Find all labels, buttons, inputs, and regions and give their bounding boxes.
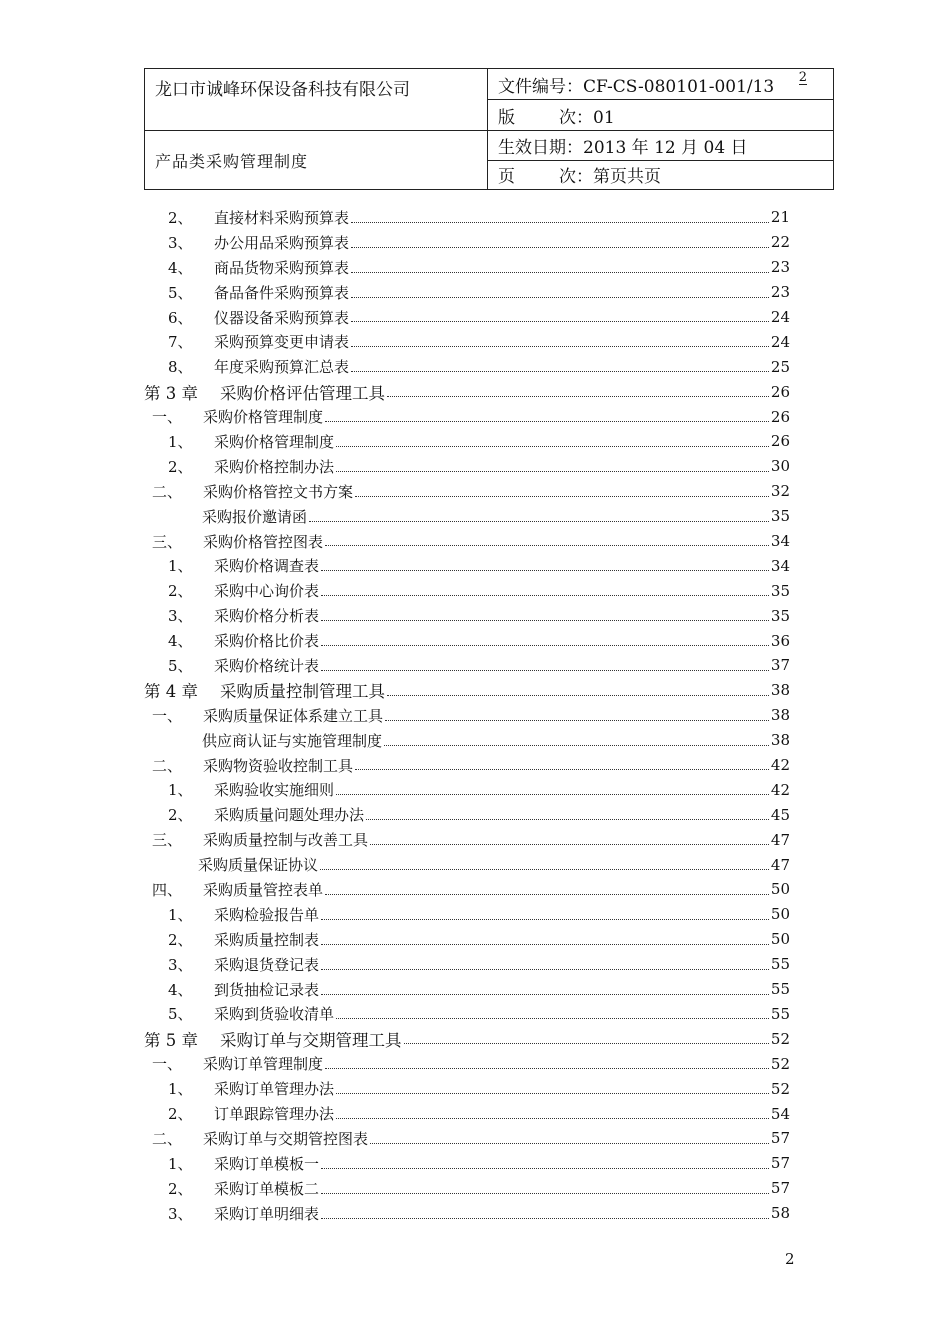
toc-entry-page: 23 (770, 283, 790, 302)
toc-entry-title: 采购价格管控图表 (203, 532, 324, 551)
toc-dot-leader (385, 719, 769, 721)
toc-dot-leader (336, 1017, 769, 1019)
version-value: 次：01 (559, 107, 615, 128)
toc-entry-title: 采购价格比价表 (214, 632, 320, 651)
document-number (488, 69, 834, 100)
toc-entry-number: 4、 (168, 258, 193, 277)
footer-page-number: 2 (785, 1250, 795, 1268)
toc-entry[interactable] (144, 205, 790, 230)
toc-dot-leader (351, 221, 769, 223)
toc-entry-page: 42 (770, 756, 790, 775)
toc-entry[interactable] (144, 454, 790, 479)
toc-dot-leader (351, 320, 769, 322)
toc-entry-number: 二、 (152, 482, 183, 501)
toc-entry-title: 采购质量控制管理工具 (220, 682, 385, 702)
toc-entry-page: 21 (770, 208, 790, 227)
toc-dot-leader (321, 669, 769, 671)
toc-entry-title: 商品货物采购预算表 (214, 258, 350, 277)
toc-entry-title: 备品备件采购预算表 (214, 283, 350, 302)
toc-entry-page: 57 (770, 1129, 790, 1148)
toc-dot-leader (351, 345, 769, 347)
toc-entry-page: 24 (770, 332, 790, 351)
toc-entry-number: 4、 (168, 632, 193, 651)
toc-entry-page: 55 (770, 980, 790, 999)
toc-entry-title: 采购物资验收控制工具 (203, 756, 354, 775)
toc-entry-number: 2、 (168, 582, 193, 601)
toc-entry-page: 25 (770, 357, 790, 376)
toc-entry[interactable] (144, 429, 790, 454)
toc-entry-page: 52 (770, 1054, 790, 1073)
toc-entry-number: 一、 (152, 1055, 183, 1074)
toc-entry-number: 2、 (168, 208, 193, 227)
document-number-label: 文件编号：CF-CS-080101-001/13 (498, 76, 775, 97)
toc-entry[interactable] (144, 329, 790, 354)
toc-entry-title: 采购到货验收清单 (214, 1005, 335, 1024)
toc-dot-leader (387, 694, 769, 696)
page-value: 次：第页共页 (559, 167, 661, 188)
toc-entry-page: 57 (770, 1154, 790, 1173)
toc-entry[interactable] (144, 404, 790, 429)
toc-entry[interactable] (144, 902, 790, 927)
toc-entry[interactable] (144, 1201, 790, 1226)
toc-entry-title: 到货抽检记录表 (214, 980, 320, 999)
toc-entry-page: 30 (770, 457, 790, 476)
toc-entry-title: 订单跟踪管理办法 (214, 1105, 335, 1123)
toc-entry-number: 3、 (168, 233, 193, 252)
toc-entry[interactable] (144, 1151, 790, 1176)
toc-dot-leader (321, 918, 769, 920)
toc-entry-page: 47 (770, 830, 790, 849)
toc-dot-leader (321, 968, 769, 970)
toc-entry-number: 2、 (168, 1105, 193, 1123)
toc-entry-page: 54 (770, 1104, 790, 1123)
toc-entry[interactable] (144, 529, 790, 554)
toc-entry[interactable] (144, 952, 790, 977)
toc-entry[interactable] (144, 280, 790, 305)
toc-entry-number: 四、 (152, 880, 183, 899)
toc-entry-page: 26 (770, 382, 790, 401)
toc-entry-title: 采购订单管理制度 (203, 1055, 324, 1074)
toc-entry[interactable] (144, 603, 790, 628)
toc-entry-page: 50 (770, 930, 790, 949)
toc-dot-leader (325, 893, 769, 895)
toc-entry-title: 办公用品采购预算表 (214, 233, 350, 252)
toc-entry-number: 2、 (168, 930, 193, 949)
toc-entry-number: 2、 (168, 457, 193, 476)
toc-entry-page: 35 (770, 507, 790, 526)
toc-dot-leader (336, 1092, 769, 1094)
toc-entry-page: 38 (770, 681, 790, 700)
toc-dot-leader (321, 1167, 769, 1169)
toc-entry[interactable] (144, 1101, 790, 1126)
toc-dot-leader (387, 395, 769, 397)
toc-entry-page: 52 (770, 1079, 790, 1098)
toc-entry-title: 采购价格评估管理工具 (220, 383, 385, 403)
toc-entry-title: 采购预算变更申请表 (214, 333, 350, 352)
toc-entry-title: 采购订单与交期管理工具 (220, 1030, 402, 1050)
toc-entry-page: 38 (770, 731, 790, 750)
toc-entry-page: 57 (770, 1179, 790, 1198)
toc-entry[interactable] (144, 827, 790, 852)
toc-entry-title: 采购价格调查表 (214, 557, 320, 576)
toc-entry-title: 采购订单模板一 (214, 1154, 320, 1173)
toc-dot-leader (321, 569, 769, 571)
toc-entry[interactable] (144, 777, 790, 802)
toc-entry-page: 52 (770, 1029, 790, 1048)
version-label: 版 (498, 107, 515, 128)
toc-dot-leader (355, 768, 769, 770)
toc-entry-title: 仪器设备采购预算表 (214, 308, 350, 327)
toc-entry-number: 三、 (152, 532, 183, 551)
toc-entry[interactable] (144, 852, 790, 877)
toc-entry-number: 3、 (168, 607, 193, 626)
toc-entry[interactable] (144, 628, 790, 653)
toc-entry[interactable] (144, 977, 790, 1002)
document-number-superscript: 2 (798, 70, 807, 85)
toc-entry-number: 1、 (168, 905, 193, 924)
toc-entry-number: 一、 (152, 408, 183, 427)
toc-entry[interactable] (144, 1126, 790, 1151)
toc-dot-leader (321, 594, 769, 596)
toc-entry-number: 5、 (168, 283, 193, 302)
toc-entry-title: 采购质量保证协议 (198, 856, 319, 875)
toc-entry-number: 2、 (168, 806, 193, 825)
toc-entry-title: 采购价格控制办法 (214, 457, 335, 476)
toc-entry[interactable] (144, 354, 790, 379)
toc-dot-leader (336, 793, 769, 795)
toc-entry[interactable] (144, 1002, 790, 1027)
toc-entry-number: 8、 (168, 358, 193, 377)
toc-entry-number: 1、 (168, 432, 193, 451)
toc-entry-title: 供应商认证与实施管理制度 (202, 731, 383, 750)
version-cell (488, 100, 834, 131)
toc-entry-number: 第 4 章 (144, 682, 198, 702)
page-label: 页 (498, 167, 515, 188)
toc-entry[interactable] (144, 877, 790, 902)
toc-entry-title: 采购价格管理制度 (203, 408, 324, 427)
toc-dot-leader (325, 544, 769, 546)
toc-dot-leader (336, 1117, 769, 1119)
toc-dot-leader (366, 818, 769, 820)
toc-entry-page: 50 (770, 880, 790, 899)
toc-entry-title: 采购检验报告单 (214, 905, 320, 924)
toc-entry-number: 1、 (168, 781, 193, 800)
toc-entry-number: 6、 (168, 308, 193, 327)
toc-entry-title: 采购价格管控文书方案 (203, 482, 354, 501)
toc-entry-number: 三、 (152, 831, 183, 850)
toc-entry[interactable] (144, 728, 790, 753)
toc-entry-page: 45 (770, 805, 790, 824)
toc-entry[interactable] (144, 553, 790, 578)
toc-entry[interactable] (144, 1076, 790, 1101)
toc-entry-page: 35 (770, 606, 790, 625)
toc-dot-leader (370, 1142, 769, 1144)
toc-entry-title: 采购报价邀请函 (202, 507, 308, 526)
toc-entry-title: 采购价格分析表 (214, 607, 320, 626)
toc-dot-leader (325, 1067, 769, 1069)
toc-entry-page: 37 (770, 656, 790, 675)
toc-entry-number: 1、 (168, 557, 193, 576)
toc-entry-title: 采购订单管理办法 (214, 1080, 335, 1099)
toc-entry-page: 23 (770, 258, 790, 277)
toc-entry-number: 1、 (168, 1080, 193, 1099)
toc-entry[interactable] (144, 703, 790, 728)
company-name: 龙口市诚峰环保设备科技有限公司 (145, 69, 488, 131)
toc-dot-leader (321, 619, 769, 621)
toc-entry-page: 55 (770, 1004, 790, 1023)
toc-dot-leader (321, 644, 769, 646)
toc-entry-title: 采购订单明细表 (214, 1204, 320, 1223)
toc-entry[interactable] (144, 1176, 790, 1201)
toc-entry[interactable] (144, 230, 790, 255)
toc-entry[interactable] (144, 479, 790, 504)
toc-entry-title: 采购质量保证体系建立工具 (203, 706, 384, 725)
toc-entry[interactable] (144, 927, 790, 952)
toc-dot-leader (325, 420, 769, 422)
toc-entry-number: 4、 (168, 980, 193, 999)
toc-entry-number: 5、 (168, 656, 193, 675)
toc-entry-title: 采购中心询价表 (214, 582, 320, 601)
toc-entry-number: 7、 (168, 333, 193, 352)
toc-entry-number: 3、 (168, 1204, 193, 1223)
toc-entry-page: 47 (770, 855, 790, 874)
toc-entry-title: 采购退货登记表 (214, 955, 320, 974)
toc-entry[interactable] (144, 653, 790, 678)
toc-entry[interactable] (144, 379, 790, 404)
toc-entry-number: 一、 (152, 706, 183, 725)
document-header-table (144, 68, 834, 190)
toc-entry[interactable] (144, 255, 790, 280)
toc-entry-page: 55 (770, 955, 790, 974)
toc-entry[interactable] (144, 678, 790, 703)
toc-entry-title: 采购订单与交期管控图表 (203, 1129, 369, 1148)
toc-dot-leader (404, 1042, 769, 1044)
toc-entry-title: 采购质量控制表 (214, 930, 320, 949)
toc-dot-leader (336, 470, 769, 472)
toc-dot-leader (370, 843, 769, 845)
toc-entry-title: 采购质量问题处理办法 (214, 806, 365, 825)
toc-entry-title: 采购验收实施细则 (214, 781, 335, 800)
toc-entry-number: 5、 (168, 1005, 193, 1024)
toc-dot-leader (321, 1217, 769, 1219)
toc-entry-page: 22 (770, 233, 790, 252)
toc-entry-title: 直接材料采购预算表 (214, 208, 350, 227)
toc-entry-page: 58 (770, 1204, 790, 1223)
toc-entry-page: 26 (770, 432, 790, 451)
toc-entry[interactable] (144, 1051, 790, 1076)
toc-dot-leader (321, 1192, 769, 1194)
toc-entry[interactable] (144, 802, 790, 827)
toc-entry-title: 采购订单模板二 (214, 1179, 320, 1198)
toc-entry-title: 采购价格统计表 (214, 656, 320, 675)
effective-date: 生效日期：2013 年 12 月 04 日 (488, 131, 834, 161)
toc-dot-leader (336, 445, 769, 447)
document-title: 产品类采购管理制度 (145, 131, 488, 190)
toc-entry-page: 36 (770, 631, 790, 650)
toc-entry-page: 34 (770, 556, 790, 575)
toc-entry[interactable] (144, 305, 790, 330)
toc-entry[interactable] (144, 1026, 790, 1051)
toc-dot-leader (351, 370, 769, 372)
toc-entry-page: 42 (770, 780, 790, 799)
toc-dot-leader (351, 246, 769, 248)
toc-entry-title: 年度采购预算汇总表 (214, 358, 350, 377)
toc-entry-number: 1、 (168, 1154, 193, 1173)
toc-entry[interactable] (144, 578, 790, 603)
toc-entry-title: 采购质量管控表单 (203, 880, 324, 899)
toc-entry[interactable] (144, 753, 790, 778)
toc-entry-page: 38 (770, 706, 790, 725)
toc-dot-leader (321, 993, 769, 995)
toc-entry-number: 2、 (168, 1179, 193, 1198)
toc-entry-page: 24 (770, 308, 790, 326)
table-of-contents (144, 205, 790, 1226)
toc-dot-leader (320, 868, 769, 870)
page-count-cell (488, 160, 834, 190)
toc-entry-page: 26 (770, 407, 790, 426)
toc-entry-number: 3、 (168, 955, 193, 974)
toc-entry-title: 采购价格管理制度 (214, 432, 335, 451)
toc-dot-leader (351, 296, 769, 298)
toc-dot-leader (355, 495, 769, 497)
toc-dot-leader (351, 271, 769, 273)
toc-entry[interactable] (144, 504, 790, 529)
toc-dot-leader (309, 520, 769, 522)
toc-entry-number: 二、 (152, 1129, 183, 1148)
toc-dot-leader (384, 744, 769, 746)
toc-entry-number: 第 5 章 (144, 1030, 198, 1050)
toc-entry-page: 32 (770, 482, 790, 501)
toc-entry-page: 50 (770, 905, 790, 924)
toc-entry-page: 34 (770, 532, 790, 551)
toc-entry-page: 35 (770, 581, 790, 600)
toc-entry-number: 第 3 章 (144, 383, 198, 403)
toc-entry-number: 二、 (152, 756, 183, 775)
toc-dot-leader (321, 943, 769, 945)
toc-entry-title: 采购质量控制与改善工具 (203, 831, 369, 850)
